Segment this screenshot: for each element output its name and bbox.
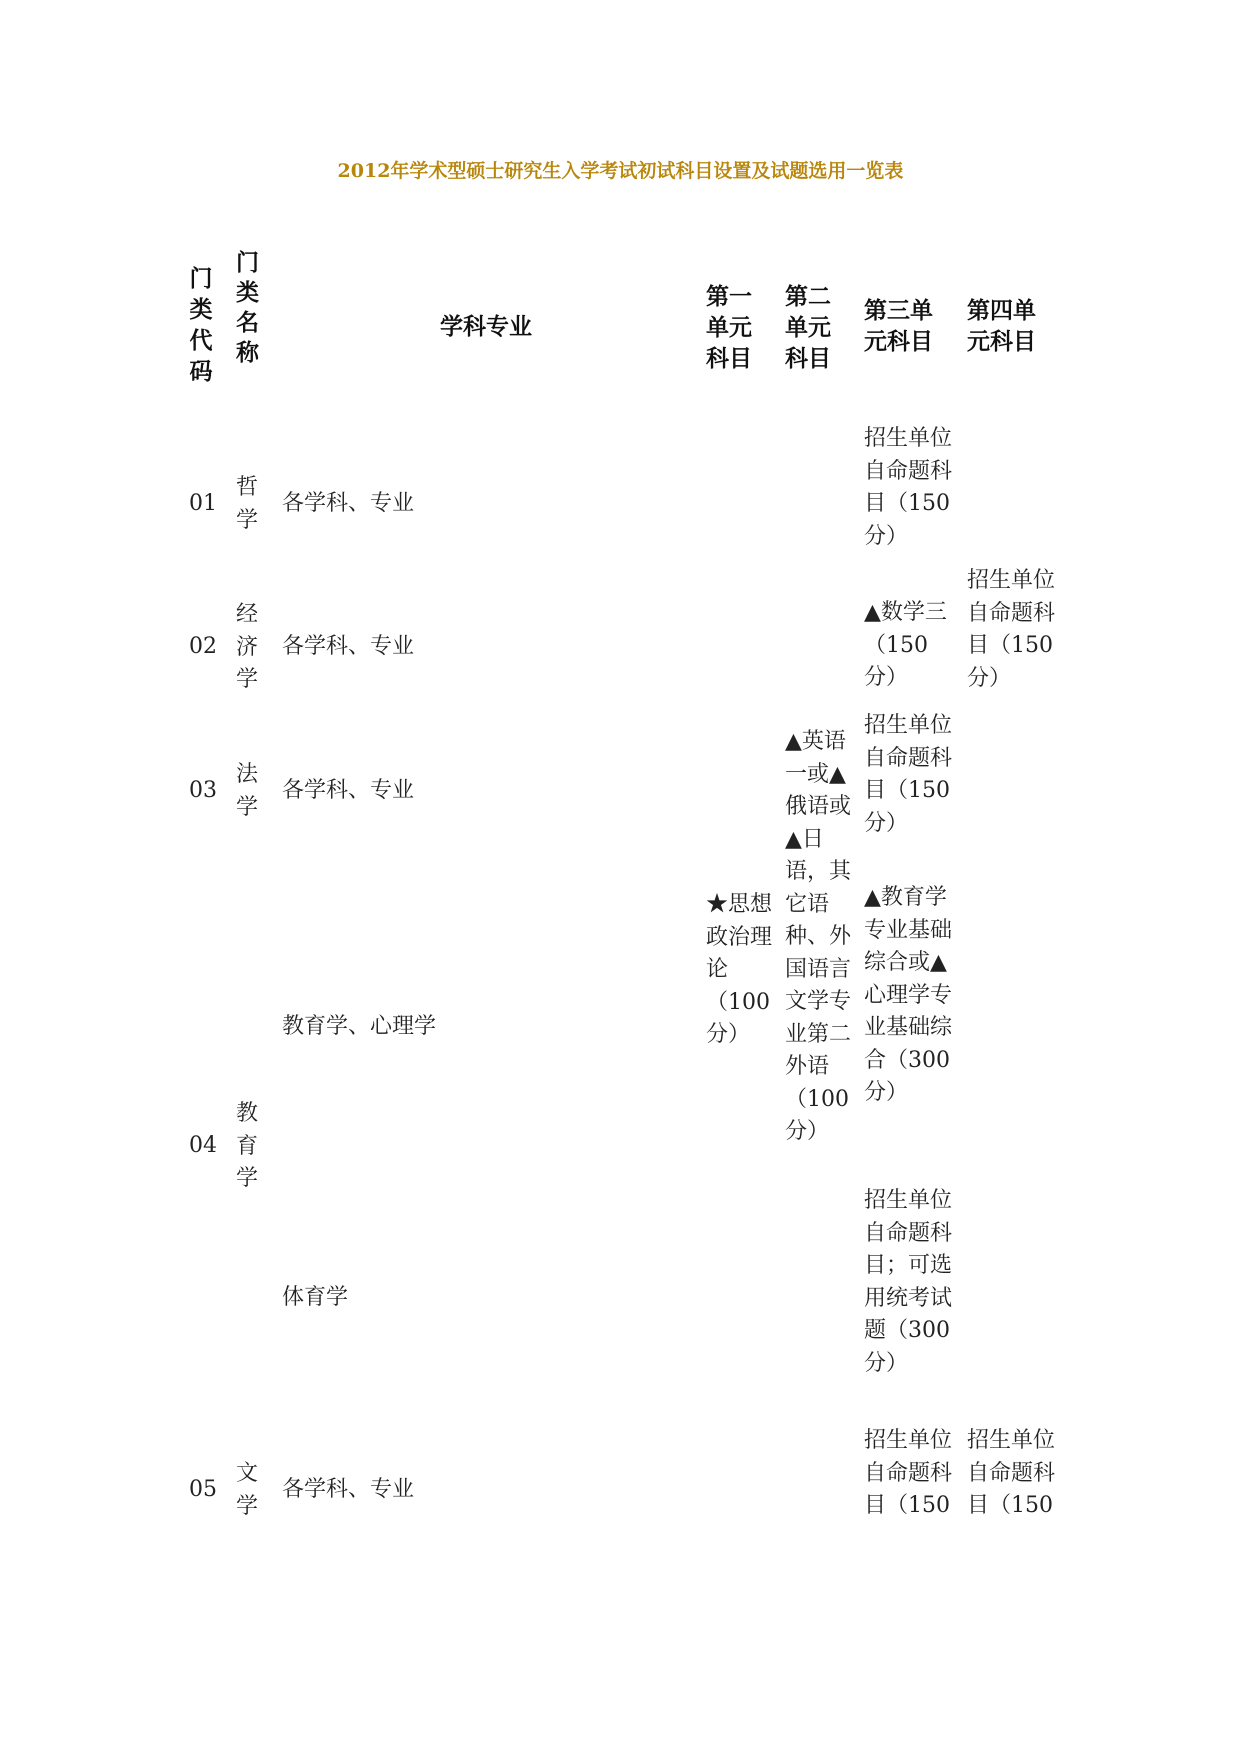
row-01-unit3: 招生单位自命题科目（150分） — [864, 426, 953, 549]
row-04-code: 04 — [189, 1133, 217, 1158]
rows-01-03-unit4: 招生单位自命题科目（150分） — [967, 568, 1056, 691]
row-05-major: 各学科、专业 — [282, 1477, 415, 1502]
page-title: 2012年学术型硕士研究生入学考试初试科目设置及试题选用一览表 — [337, 160, 904, 182]
row-01-code: 01 — [189, 491, 217, 516]
row-02-unit3: ▲数学三（150分） — [864, 600, 947, 690]
row-03-unit3: 招生单位自命题科目（150分） — [864, 713, 953, 836]
shared-unit2: ▲英语一或▲俄语或▲日语，其它语种、外国语言文学专业第二外语（100分） — [785, 729, 852, 1144]
row-05-name: 文学 — [236, 1461, 259, 1519]
row-04a-unit3: ▲教育学专业基础综合或▲心理学专业基础综合（300分） — [864, 885, 953, 1105]
header-unit1: 第一单元科目 — [706, 284, 752, 372]
row-05-unit3: 招生单位自命题科目（150 — [864, 1428, 953, 1518]
row-04a-major: 教育学、心理学 — [282, 1014, 437, 1039]
row-04b-unit3: 招生单位自命题科目；可选用统考试题（300分） — [864, 1188, 953, 1376]
row-04-name: 教育学 — [236, 1101, 259, 1191]
header-name: 门类 名称 — [236, 250, 259, 366]
row-03-name: 法学 — [236, 762, 259, 820]
header-unit4: 第四单元科目 — [967, 298, 1036, 355]
row-02-major: 各学科、专业 — [282, 634, 415, 659]
row-03-major: 各学科、专业 — [282, 778, 415, 803]
header-unit2: 第二单元科目 — [785, 284, 831, 372]
header-major: 学科专业 — [440, 314, 532, 340]
row-01-name: 哲学 — [236, 475, 259, 533]
row-02-name: 经济学 — [236, 602, 259, 692]
row-04b-major: 体育学 — [282, 1285, 349, 1310]
row-05-unit4: 招生单位自命题科目（150 — [967, 1428, 1056, 1518]
row-02-code: 02 — [189, 634, 217, 659]
row-03-code: 03 — [189, 778, 217, 803]
header-code: 门类代码 — [189, 266, 213, 385]
row-05-code: 05 — [189, 1477, 217, 1502]
shared-unit1: ★思想政治理论（100分） — [706, 892, 773, 1047]
row-01-major: 各学科、专业 — [282, 491, 415, 516]
header-unit3: 第三单元科目 — [864, 298, 933, 355]
